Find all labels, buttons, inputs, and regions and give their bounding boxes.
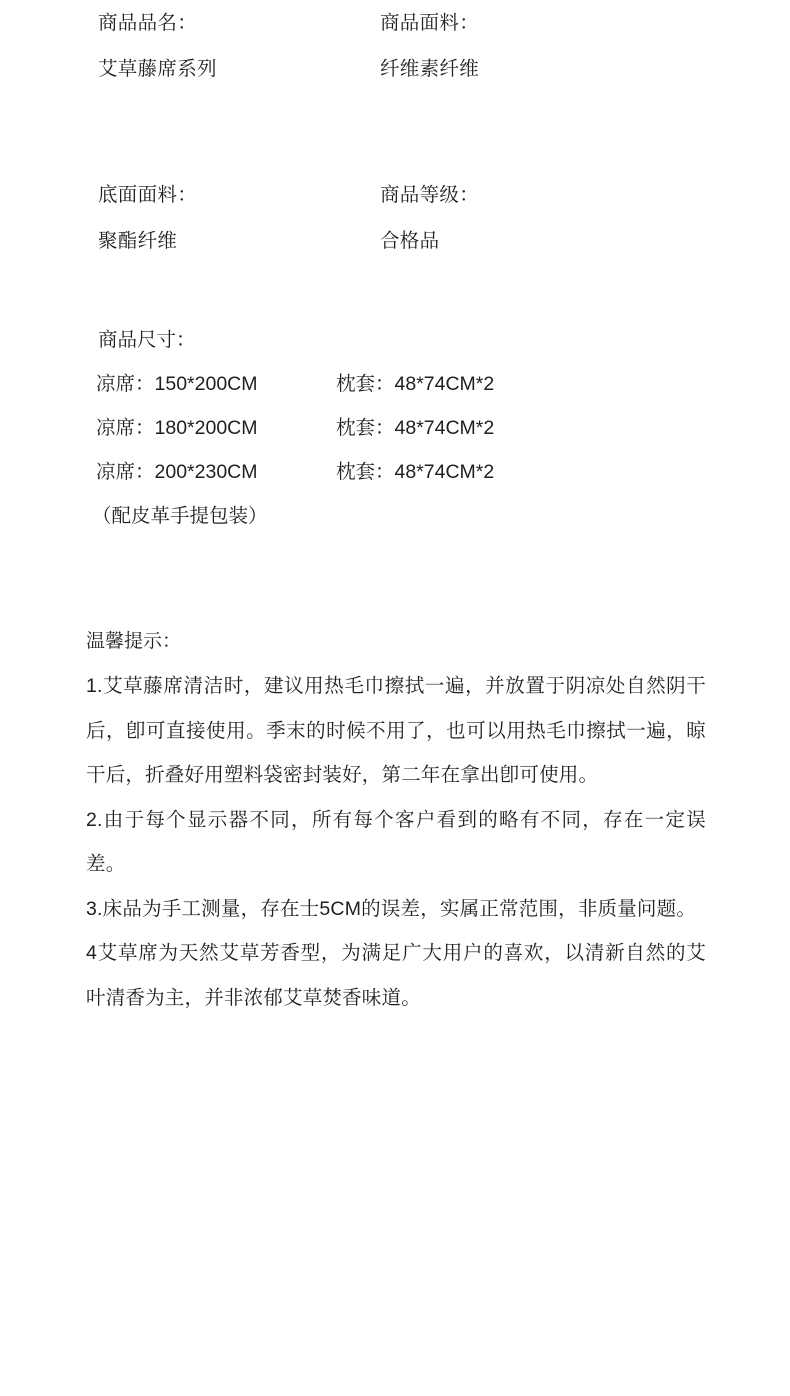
spec-block <box>0 0 790 264</box>
tips-item: 4艾草席为天然艾草芳香型，为满足广大用户的喜欢，以清新自然的艾叶清香为主，并非浓郁艾草焚香味道。 <box>86 942 706 1009</box>
spec-col-right <box>380 0 790 92</box>
spec-value-name: 艾草藤席系列 <box>98 58 217 80</box>
size-mat: 凉席：200*230CM <box>96 461 258 483</box>
size-block <box>0 318 790 538</box>
size-title: 商品尺寸： <box>98 329 196 351</box>
size-pillow: 枕套：48*74CM*2 <box>336 417 495 439</box>
size-row <box>0 362 790 406</box>
spec-value-fabric: 纤维素纤维 <box>380 58 480 80</box>
spec-label-fabric: 商品面料： <box>380 12 480 34</box>
spec-col-right <box>380 172 790 264</box>
spec-value-grade: 合格品 <box>380 230 440 252</box>
spec-label-grade: 商品等级： <box>380 184 480 206</box>
size-note: （配皮革手提包装） <box>92 505 268 527</box>
size-pillow: 枕套：48*74CM*2 <box>336 373 495 395</box>
size-row <box>0 450 790 494</box>
spec-col-left <box>0 172 380 264</box>
spec-gap <box>0 92 790 172</box>
spec-row <box>0 172 790 264</box>
size-mat: 凉席：150*200CM <box>96 373 258 395</box>
spec-label-bottom-fabric: 底面面料： <box>98 184 198 206</box>
tips-item: 1.艾草藤席清洁时，建议用热毛巾擦拭一遍，并放置于阴凉处自然阴干后，卽可直接使用。季末的时候不用了，也可以用热毛巾擦拭一遍，晾干后，折叠好用塑料袋密封装好，第二年在拿出卽可使用。 <box>86 675 706 786</box>
tips-title: 温馨提示： <box>86 631 182 652</box>
size-mat: 凉席：180*200CM <box>96 417 258 439</box>
tips-item: 3.床品为手工测量，存在士5CM的误差，实属正常范围，非质量问题。 <box>86 897 697 920</box>
spec-col-left <box>0 0 380 92</box>
spec-value-bottom-fabric: 聚酯纤维 <box>98 230 178 252</box>
size-row <box>0 406 790 450</box>
tips-block <box>0 620 790 1020</box>
tips-item: 2.由于每个显示器不同，所有每个客户看到的略有不同，存在一定误差。 <box>86 808 706 875</box>
spec-row <box>0 0 790 92</box>
spec-label-name: 商品品名： <box>98 12 198 34</box>
size-pillow: 枕套：48*74CM*2 <box>336 461 495 483</box>
